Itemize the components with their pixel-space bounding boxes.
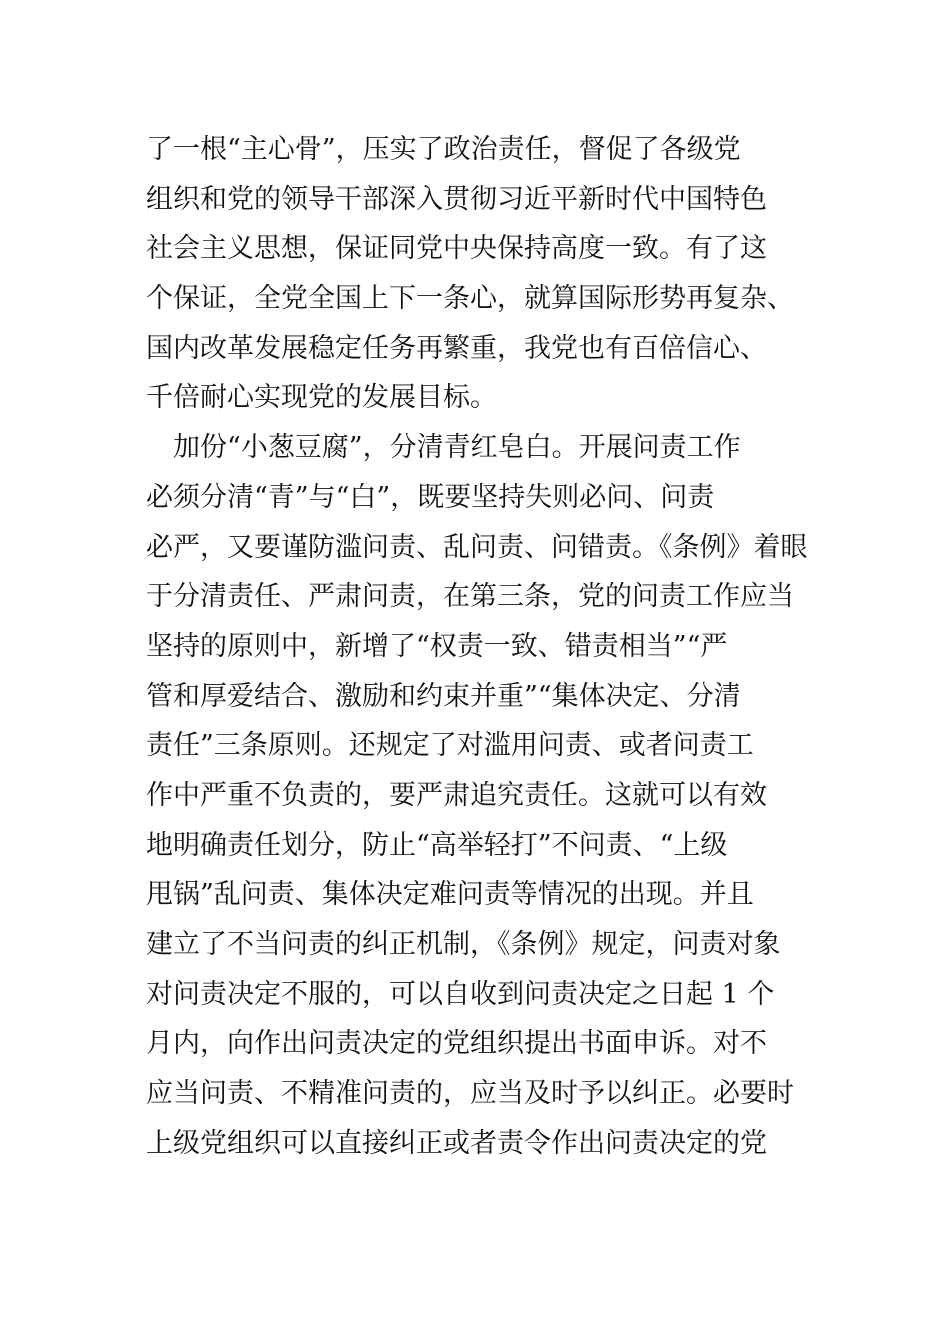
text-line: 必严，又要谨防滥问责、乱问责、问错责。《条例》着眼 — [146, 531, 808, 563]
body-text — [146, 125, 816, 1168]
text-line: 个保证，全党全国上下一条心，就算国际形势再复杂、 — [146, 283, 794, 315]
text-line: 甩锅”乱问责、集体决定难问责等情况的出现。并且 — [146, 879, 754, 911]
text-line: 上级党组织可以直接纠正或者责令作出问责决定的党 — [146, 1127, 767, 1159]
text-line: 了一根“主心骨”，压实了政治责任，督促了各级党 — [146, 134, 741, 165]
text-line: 坚持的原则中，新增了“权责一致、错责相当”“严 — [146, 630, 728, 662]
text-line: 国内改革发展稳定任务再繁重，我党也有百倍信心、 — [146, 332, 767, 364]
text-line: 管和厚爱结合、激励和约束并重”“集体决定、分清 — [146, 680, 741, 712]
text-line: 对问责决定不服的，可以自收到问责决定之日起 1 个 — [146, 978, 775, 1010]
paragraph-start-line: 加份“小葱豆腐”，分清青红皂白。开展问责工作 — [146, 432, 741, 464]
text-line: 必须分清“青”与“白”，既要坚持失则必问、问责 — [146, 481, 715, 513]
text-line: 地明确责任划分，防止“高举轻打”不问责、“上级 — [146, 829, 728, 861]
text-line: 于分清责任、严肃问责，在第三条，党的问责工作应当 — [146, 581, 794, 613]
text-line: 建立了不当问责的纠正机制，《条例》规定，问责对象 — [146, 929, 781, 960]
text-line: 千倍耐心实现党的发展目标。 — [146, 382, 497, 414]
text-line: 社会主义思想，保证同党中央保持高度一致。有了这 — [146, 233, 767, 265]
text-line: 作中严重不负责的，要严肃追究责任。这就可以有效 — [146, 779, 767, 811]
text-line: 应当问责、不精准问责的，应当及时予以纠正。必要时 — [146, 1078, 794, 1110]
text-line: 责任”三条原则。还规定了对滥用问责、或者问责工 — [146, 730, 754, 762]
text-line: 组织和党的领导干部深入贯彻习近平新时代中国特色 — [146, 183, 767, 215]
text-line: 月内，向作出问责决定的党组织提出书面申诉。对不 — [146, 1028, 767, 1060]
